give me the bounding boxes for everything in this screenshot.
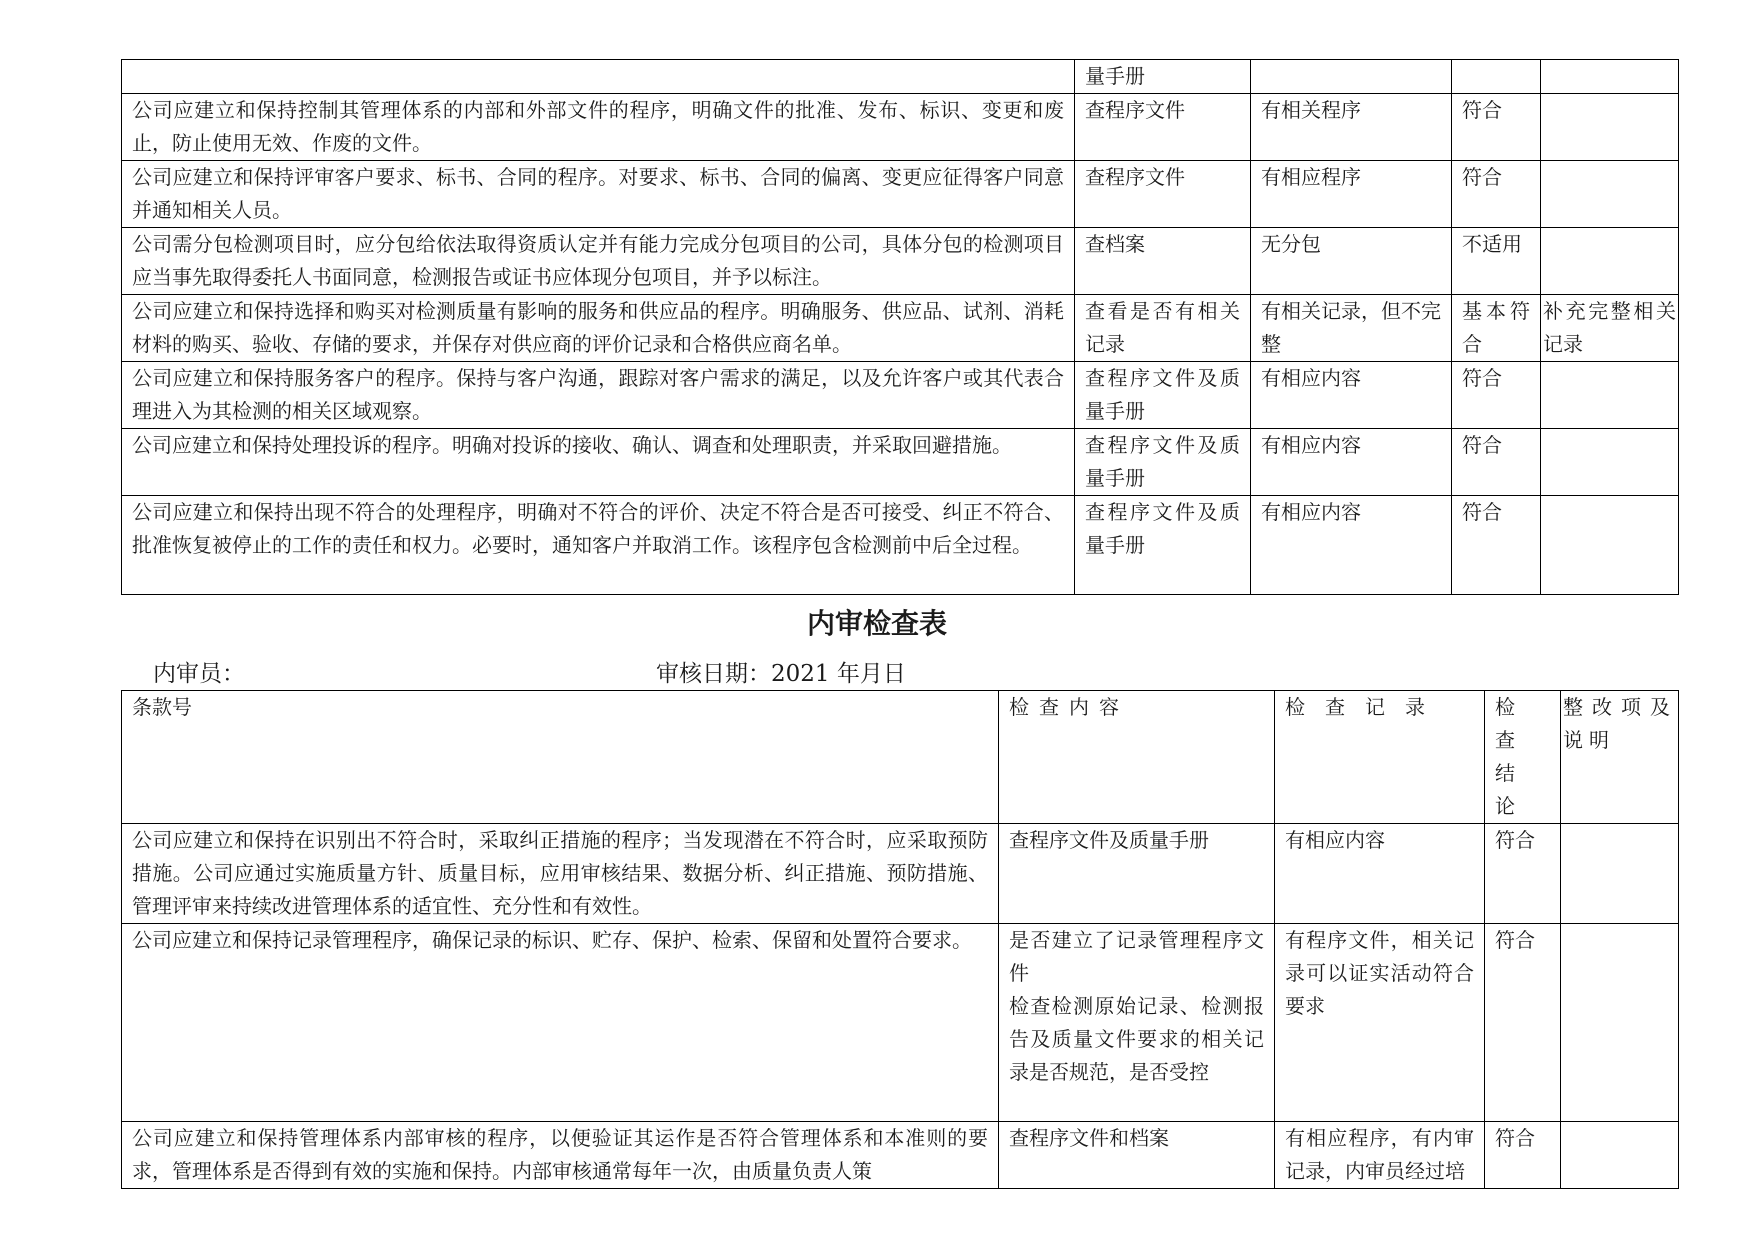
record-cell: 无分包 [1251,228,1452,295]
audit-checklist-table [121,690,1679,1189]
clause-cell: 公司应建立和保持出现不符合的处理程序，明确对不符合的评价、决定不符合是否可接受、纠正不符合、批准恢复被停止的工作的责任和权力。必要时，通知客户并取消工作。该程序包含检测前中后全过程。 [122,496,1075,595]
table-row [122,496,1679,595]
content-cell [999,924,1275,1122]
result-cell: 不适用 [1452,228,1541,295]
clause-cell: 公司应建立和保持选择和购买对检测质量有影响的服务和供应品的程序。明确服务、供应品、试剂、消耗材料的购买、验收、存储的要求，并保存对供应商的评价记录和合格供应商名单。 [122,295,1075,362]
table-row [122,924,1679,1122]
record-cell: 有相应内容 [1275,824,1485,924]
method-cell: 查程序文件及质量手册 [1075,496,1251,595]
remark-cell [1541,60,1679,94]
result-cell: 符合 [1485,1122,1561,1189]
remark-cell [1541,161,1679,228]
audit-table-continued [121,59,1679,595]
method-cell: 查程序文件及质量手册 [1075,429,1251,496]
record-cell: 有相关记录，但不完整 [1251,295,1452,362]
remark-cell [1541,429,1679,496]
table-row [122,1122,1679,1189]
clause-cell [122,60,1075,94]
table-row [122,295,1679,362]
record-cell: 有相应程序，有内审记录，内审员经过培 [1275,1122,1485,1189]
remark-cell [1541,94,1679,161]
record-cell: 有相应内容 [1251,496,1452,595]
method-cell: 查看是否有相关记录 [1075,295,1251,362]
table-row [122,429,1679,496]
header-content: 检查内容 [999,691,1275,824]
remark-cell [1561,1122,1679,1189]
clause-cell: 公司需分包检测项目时，应分包给依法取得资质认定并有能力完成分包项目的公司，具体分包的检测项目应当事先取得委托人书面同意，检测报告或证书应体现分包项目，并予以标注。 [122,228,1075,295]
result-cell: 基本符合 [1452,295,1541,362]
result-cell: 符合 [1452,94,1541,161]
remark-cell [1541,496,1679,595]
result-cell: 符合 [1452,161,1541,228]
result-cell [1452,60,1541,94]
table-header-row [122,691,1679,824]
header-record: 检查记录 [1275,691,1485,824]
content-line: 是否建立了记录管理程序文件 [1009,928,1264,985]
method-cell: 查程序文件 [1075,161,1251,228]
header-remark: 整改项及说明 [1561,691,1679,824]
table-row [122,362,1679,429]
remark-cell [1541,228,1679,295]
result-cell: 符合 [1452,362,1541,429]
table-row [122,161,1679,228]
clause-cell: 公司应建立和保持评审客户要求、标书、合同的程序。对要求、标书、合同的偏离、变更应征得客户同意并通知相关人员。 [122,161,1075,228]
method-cell: 查档案 [1075,228,1251,295]
remark-cell: 补充完整相关记录 [1541,295,1679,362]
record-cell: 有相应内容 [1251,429,1452,496]
content-line: 检查检测原始记录、检测报告及质量文件要求的相关记录是否规范，是否受控 [1009,994,1264,1084]
method-cell: 查程序文件 [1075,94,1251,161]
method-cell: 查程序文件及质量手册 [1075,362,1251,429]
clause-cell: 公司应建立和保持在识别出不符合时，采取纠正措施的程序；当发现潜在不符合时，应采取预防措施。公司应通过实施质量方针、质量目标，应用审核结果、数据分析、纠正措施、预防措施、管理评审来持续改进管理体系的适宜性、充分性和有效性。 [122,824,999,924]
content-cell: 查程序文件和档案 [999,1122,1275,1189]
header-clause: 条款号 [122,691,999,824]
clause-cell: 公司应建立和保持管理体系内部审核的程序，以便验证其运作是否符合管理体系和本准则的要求，管理体系是否得到有效的实施和保持。内部审核通常每年一次，由质量负责人策 [122,1122,999,1189]
table-row [122,228,1679,295]
result-cell: 符合 [1452,496,1541,595]
clause-cell: 公司应建立和保持记录管理程序，确保记录的标识、贮存、保护、检索、保留和处置符合要求。 [122,924,999,1122]
remark-cell [1561,824,1679,924]
clause-cell: 公司应建立和保持处理投诉的程序。明确对投诉的接收、确认、调查和处理职责，并采取回避措施。 [122,429,1075,496]
result-cell: 符合 [1485,824,1561,924]
header-result: 检查结论 [1485,691,1561,824]
table-row [122,60,1679,94]
record-cell [1251,60,1452,94]
clause-cell: 公司应建立和保持服务客户的程序。保持与客户沟通，跟踪对客户需求的满足，以及允许客户或其代表合理进入为其检测的相关区域观察。 [122,362,1075,429]
result-cell: 符合 [1452,429,1541,496]
remark-cell [1561,924,1679,1122]
page-title: 内审检查表 [806,607,947,640]
record-cell: 有相应程序 [1251,161,1452,228]
record-cell: 有相应内容 [1251,362,1452,429]
audit-date-label: 审核日期：2021 年月日 [656,661,906,687]
record-cell: 有相关程序 [1251,94,1452,161]
method-cell: 量手册 [1075,60,1251,94]
auditor-label: 内审员： [153,661,245,687]
record-cell: 有程序文件，相关记录可以证实活动符合要求 [1275,924,1485,1122]
remark-cell [1541,362,1679,429]
clause-cell: 公司应建立和保持控制其管理体系的内部和外部文件的程序，明确文件的批准、发布、标识、变更和废止，防止使用无效、作废的文件。 [122,94,1075,161]
result-cell: 符合 [1485,924,1561,1122]
table-row [122,824,1679,924]
content-cell: 查程序文件及质量手册 [999,824,1275,924]
table-row [122,94,1679,161]
